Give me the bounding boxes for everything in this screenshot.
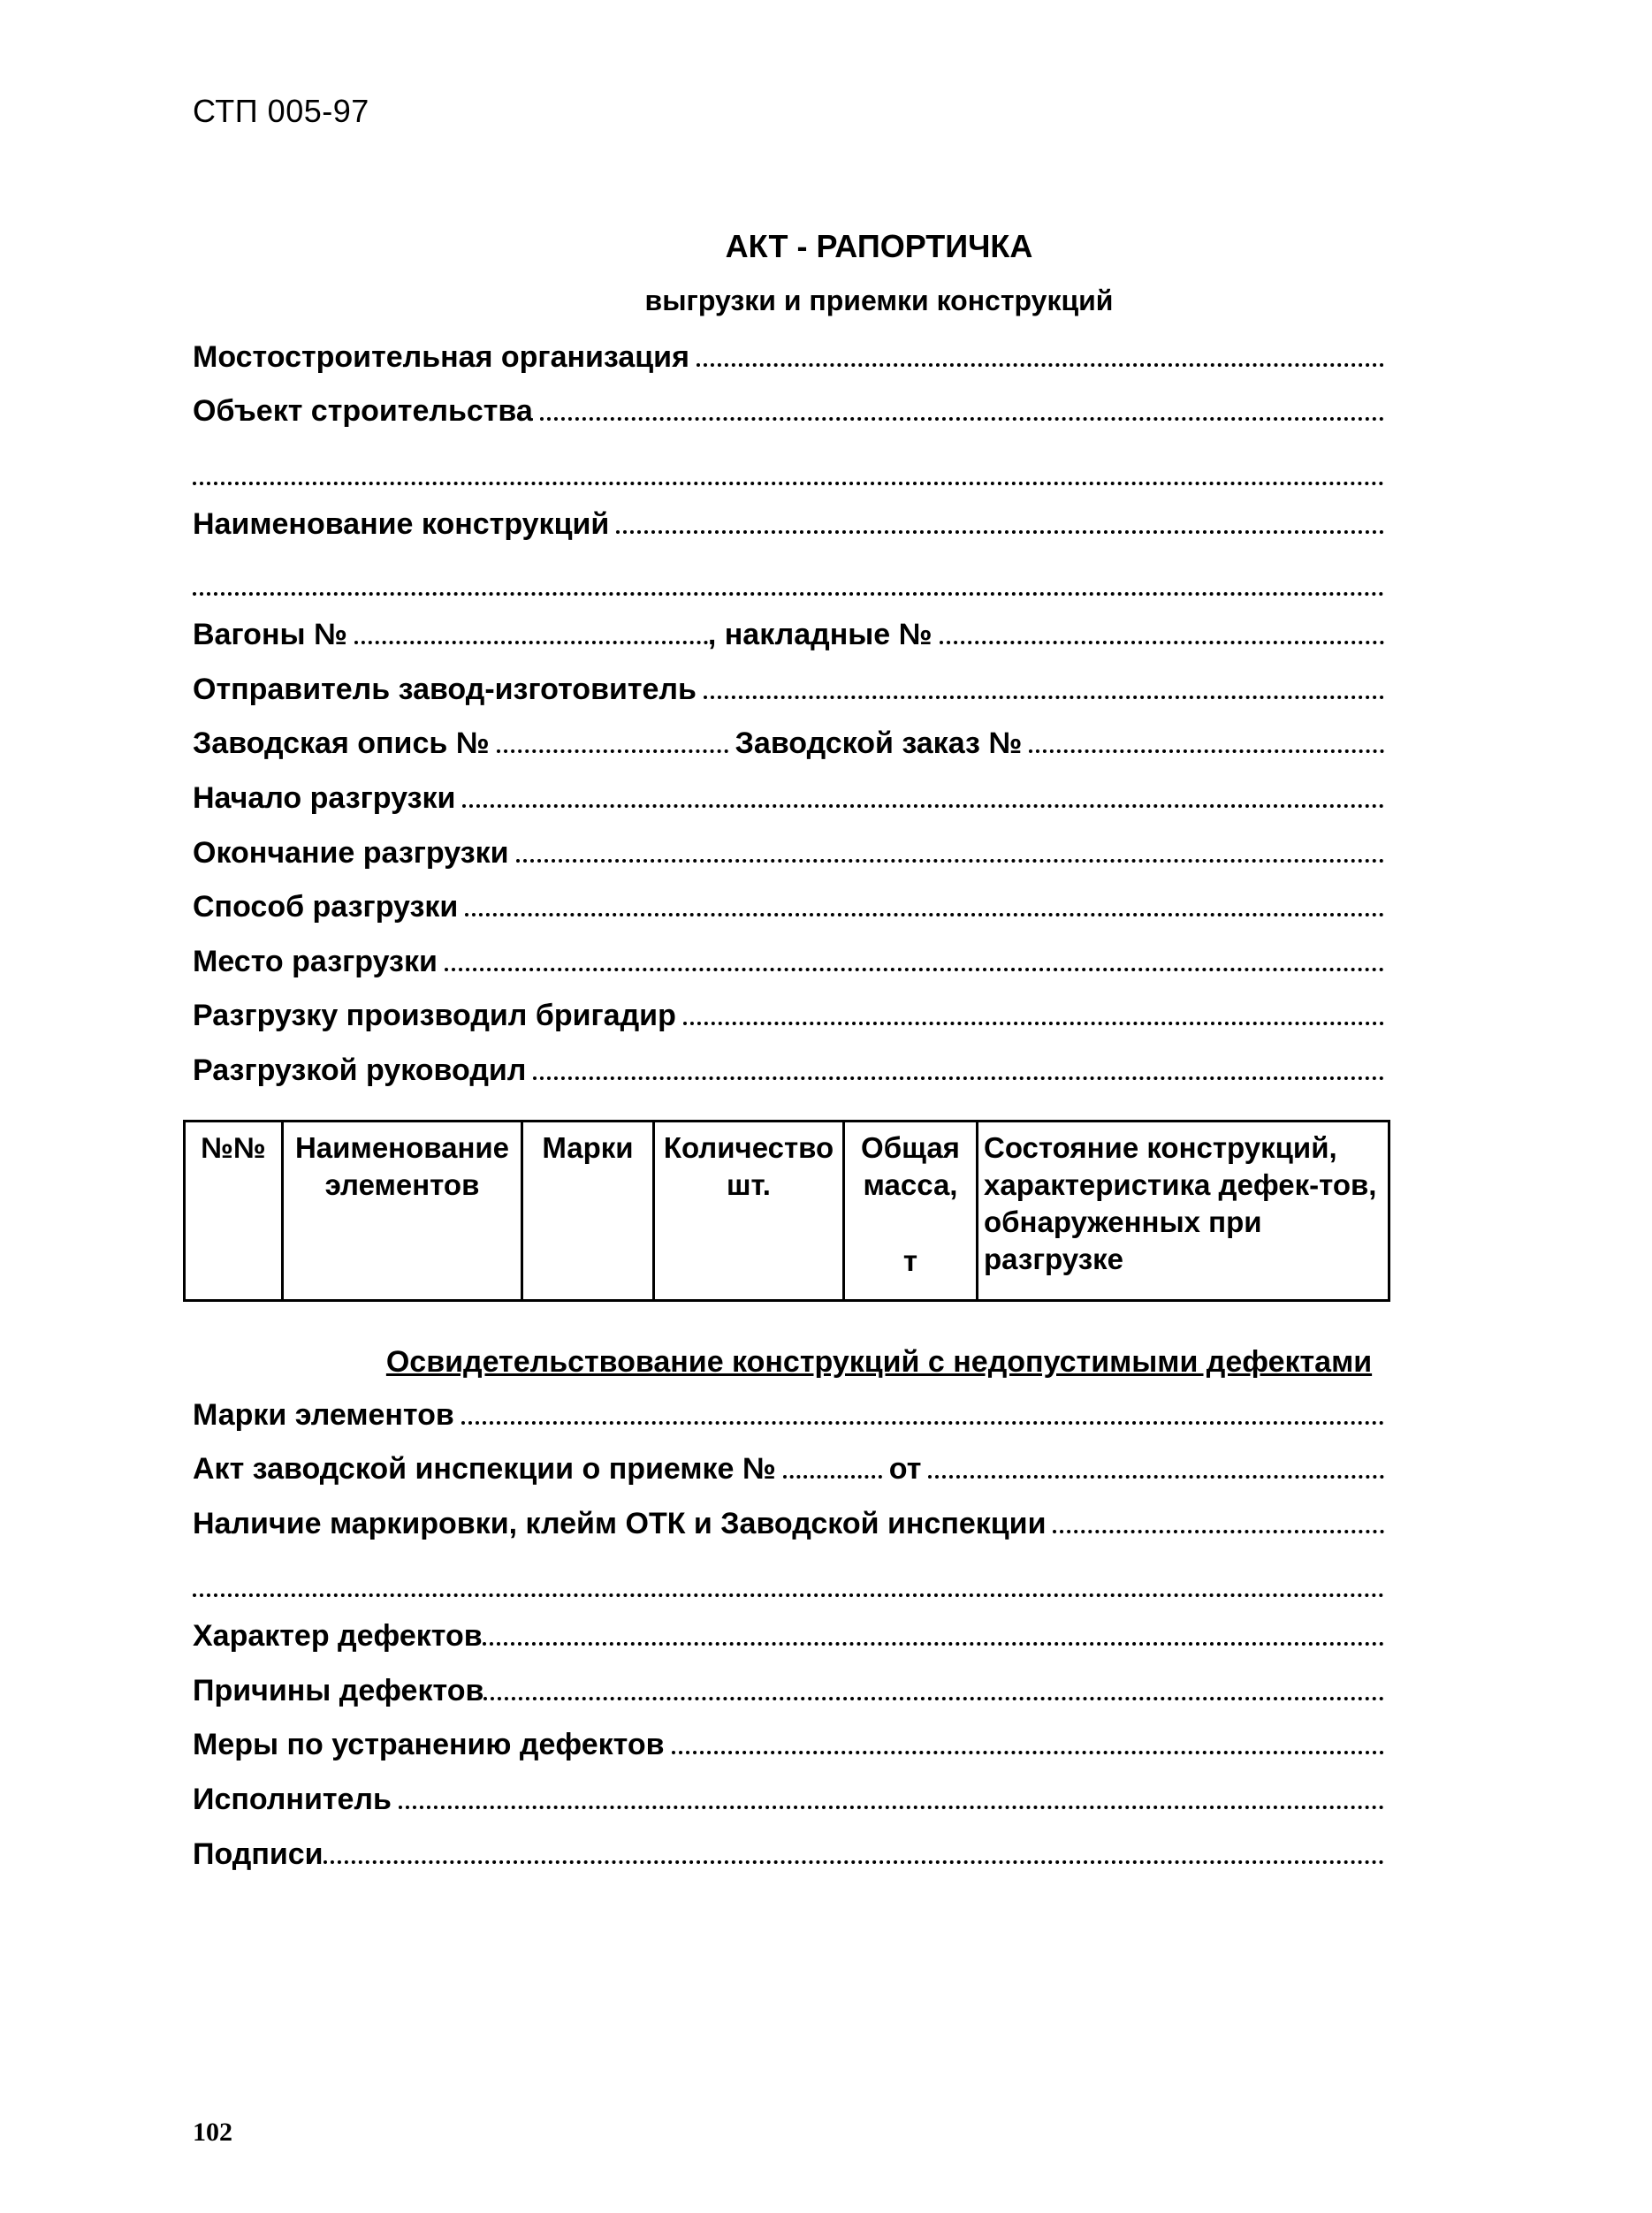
fill-line	[461, 1396, 1384, 1425]
fill-line	[940, 616, 1384, 644]
fill-line	[483, 1672, 1384, 1700]
fill-line	[672, 1726, 1385, 1754]
fill-line	[324, 1836, 1384, 1864]
field-defect-causes	[193, 1672, 1384, 1715]
field-label: Наименование конструкций	[193, 507, 610, 541]
field-label: Меры по устранению дефектов	[193, 1728, 665, 1761]
section-title: Освидетельствование конструкций с недопустимыми дефектами	[385, 1345, 1373, 1379]
fill-line	[697, 338, 1384, 367]
field-label: Объект строительства	[193, 394, 533, 428]
blank-fill-line	[193, 1567, 1384, 1597]
field-label: от	[888, 1452, 922, 1486]
fill-line	[516, 834, 1384, 863]
field-label: Подписи	[193, 1837, 324, 1871]
field-unload-method	[193, 888, 1384, 931]
elements-table	[183, 1120, 1390, 1302]
fill-line	[497, 725, 728, 753]
fill-line	[445, 943, 1384, 971]
fill-line	[783, 1450, 882, 1479]
fill-line	[462, 779, 1384, 808]
document-subtitle: выгрузки и приемки конструкций	[644, 285, 1114, 316]
field-factory-list	[193, 725, 1384, 767]
field-label: Окончание разгрузки	[193, 836, 509, 870]
field-construction-name	[193, 506, 1384, 548]
fill-line	[1029, 725, 1384, 753]
document-title: АКТ - РАПОРТИЧКА	[725, 228, 1033, 264]
table-header-row	[185, 1122, 1389, 1301]
fill-line	[483, 1617, 1384, 1646]
field-label: Разгрузкой руководил	[193, 1053, 527, 1087]
fill-line	[533, 1052, 1384, 1080]
fill-line	[704, 671, 1384, 699]
field-label: Заводская опись №	[193, 726, 490, 760]
field-unload-end	[193, 834, 1384, 877]
field-label: Разгрузку производил бригадир	[193, 999, 676, 1032]
fill-line	[928, 1450, 1384, 1479]
field-label: Марки элементов	[193, 1398, 454, 1432]
field-label: Причины дефектов	[193, 1674, 484, 1707]
field-label: Мостостроительная организация	[193, 340, 689, 374]
fill-line	[354, 616, 708, 644]
header-cell-total-mass-unit: т	[902, 1244, 918, 1277]
field-supervisor	[193, 1052, 1384, 1094]
header-cell-marks: Марки	[522, 1122, 654, 1301]
field-label: Акт заводской инспекции о приемке №	[193, 1452, 776, 1486]
field-label: Вагоны №	[193, 618, 347, 651]
document-code: СТП 005-97	[193, 93, 369, 129]
field-markings	[193, 1505, 1384, 1548]
field-defect-measures	[193, 1726, 1384, 1768]
page-number: 102	[193, 2118, 232, 2147]
field-signatures	[193, 1836, 1384, 1878]
fill-line	[616, 506, 1384, 534]
fill-line	[540, 392, 1384, 421]
field-inspection-act	[193, 1450, 1384, 1493]
header-cell-total-mass-label: Общая масса,	[861, 1131, 960, 1201]
field-organization	[193, 338, 1384, 381]
field-label: Способ разгрузки	[193, 890, 459, 924]
field-unload-start	[193, 779, 1384, 822]
field-label: Место разгрузки	[193, 945, 438, 978]
field-object	[193, 392, 1384, 435]
field-label: Характер дефектов	[193, 1619, 483, 1653]
blank-fill-line	[193, 455, 1384, 485]
field-label: Начало разгрузки	[193, 781, 456, 815]
field-label: Отправитель завод-изготовитель	[193, 673, 697, 706]
field-label: Наличие маркировки, клейм ОТК и Заводской инспекции	[193, 1507, 1047, 1540]
header-cell-element-name: Наименование элементов	[283, 1122, 522, 1301]
field-label: Исполнитель	[193, 1783, 392, 1816]
field-executor	[193, 1781, 1384, 1823]
field-unload-place	[193, 943, 1384, 985]
fill-line	[465, 888, 1384, 916]
field-sender	[193, 671, 1384, 713]
field-foreman	[193, 997, 1384, 1039]
blank-fill-line	[193, 566, 1384, 596]
field-wagons	[193, 616, 1384, 658]
field-label: , накладные №	[707, 618, 933, 651]
header-cell-condition: Состояние конструкций, характеристика дефек-тов, обнаруженных при разгрузке	[978, 1122, 1389, 1301]
header-cell-number: №№	[185, 1122, 283, 1301]
field-label: Заводской заказ №	[735, 726, 1023, 760]
header-cell-total-mass	[844, 1122, 978, 1301]
field-defect-type	[193, 1617, 1384, 1660]
field-element-marks	[193, 1396, 1384, 1439]
fill-line	[683, 997, 1384, 1025]
fill-line	[1053, 1505, 1384, 1533]
fill-line	[399, 1781, 1384, 1809]
header-cell-quantity: Количество шт.	[654, 1122, 844, 1301]
